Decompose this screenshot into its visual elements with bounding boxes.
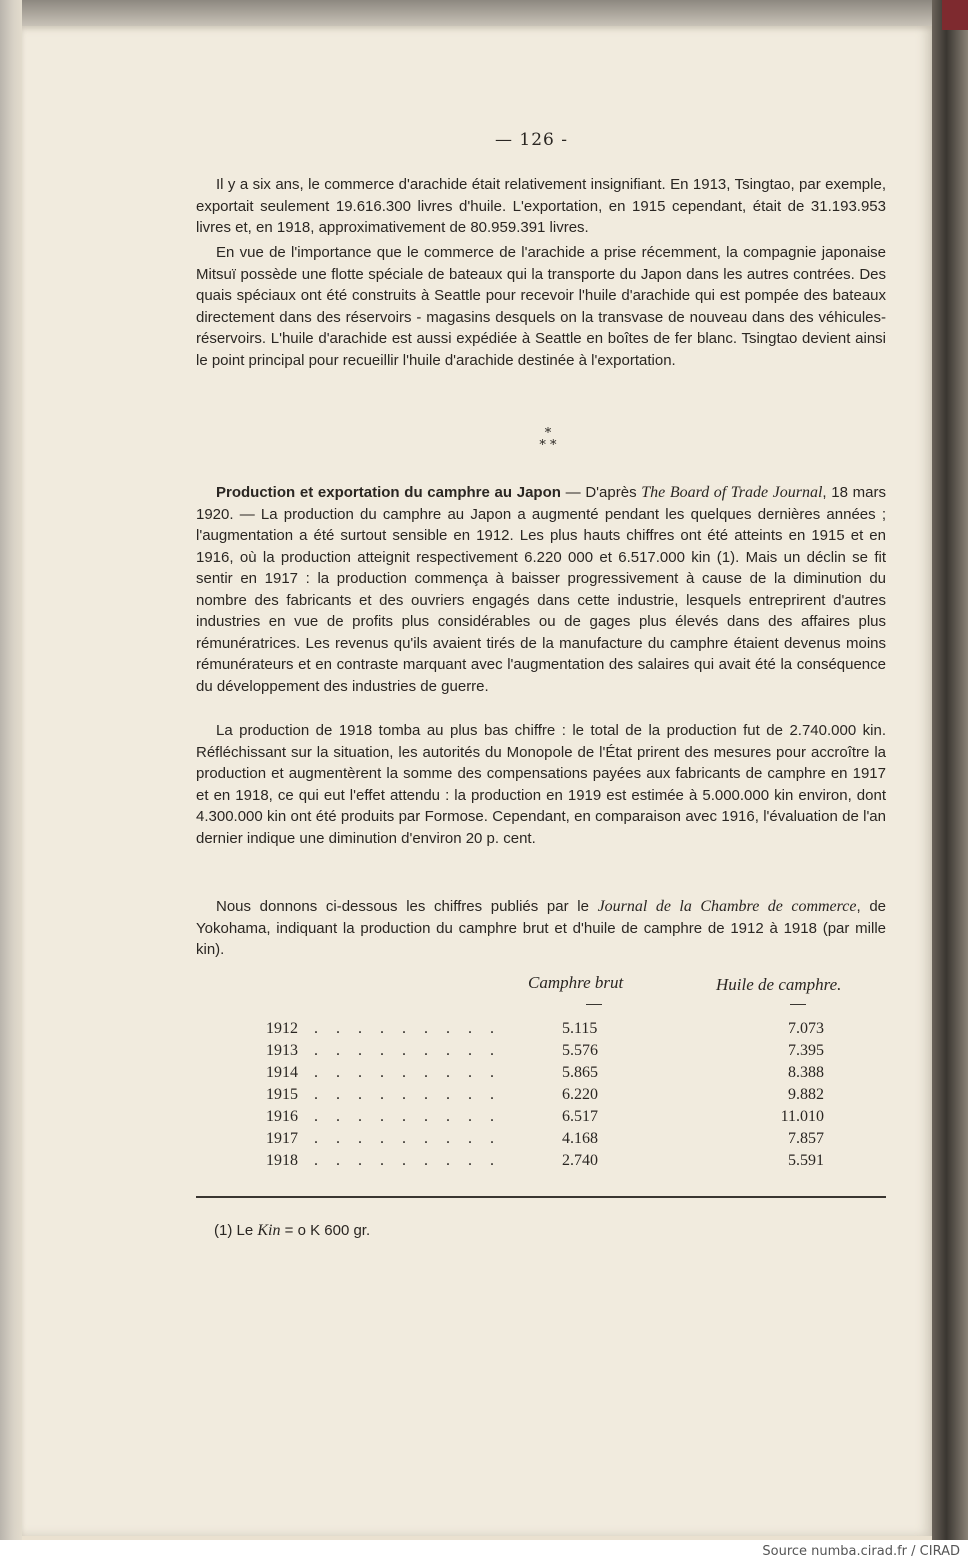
camphre-cell: 2.740 <box>562 1152 598 1169</box>
journal-name-2: Journal de la Chambre de commerce <box>597 898 857 915</box>
table-row <box>196 1106 886 1127</box>
book-edge-left <box>0 0 22 1540</box>
section-separator-stars <box>528 428 568 452</box>
paragraph-camphre-1 <box>196 482 886 697</box>
leader-dots: . . . . . . . . . <box>314 1086 501 1103</box>
table-row <box>196 1084 886 1105</box>
leader-dots: . . . . . . . . . <box>314 1020 501 1037</box>
top-shadow <box>22 0 932 26</box>
camphre-cell: 6.517 <box>562 1108 598 1125</box>
footnote-divider <box>196 1196 886 1198</box>
header-huile-camphre: Huile de camphre. <box>716 975 842 994</box>
year-cell: 1915 <box>266 1086 298 1103</box>
table-row <box>196 1150 886 1171</box>
table-row <box>196 1128 886 1149</box>
table-row <box>196 1062 886 1083</box>
huile-cell: 7.395 <box>788 1042 824 1059</box>
leader-dots: . . . . . . . . . <box>314 1042 501 1059</box>
footnote <box>214 1222 370 1240</box>
paragraph-arachide-1: Il y a six ans, le commerce d'arachide était relativement insignifiant. En 1913, Tsingtao, par exemple, exportait seulement 19.616.300 livres d'huile. L'exportation, en 1915 cependant, était de 31.193.953 livres et, en 1918, approximativement de 80.959.391 livres. <box>196 176 886 236</box>
year-cell: 1918 <box>266 1152 298 1169</box>
camphre-cell: 5.865 <box>562 1064 598 1081</box>
leader-dots: . . . . . . . . . <box>314 1130 501 1147</box>
table-row <box>196 1018 886 1039</box>
huile-cell: 7.073 <box>788 1020 824 1037</box>
star-top: * <box>544 426 552 441</box>
header-dash-2 <box>790 1004 806 1005</box>
paragraph-table-intro <box>196 896 886 961</box>
huile-cell: 5.591 <box>788 1152 824 1169</box>
year-cell: 1914 <box>266 1064 298 1081</box>
intro-part-a: Nous donnons ci-dessous les chiffres publiés par le <box>216 898 598 915</box>
footnote-part-b: = o K 600 gr. <box>280 1222 371 1239</box>
footnote-part-a: (1) Le <box>214 1222 258 1239</box>
star-bottom: * * <box>539 438 557 453</box>
page-number: — 126 - <box>495 130 568 150</box>
huile-cell: 9.882 <box>788 1086 824 1103</box>
paragraph-body: , 18 mars 1920. — La production du camphre au Japon a augmenté pendant les quelques dernières années ; l'augmentation a été surtout sensible en 1912. Les plus hauts chiffres ont été atteints en 1915 et en 1916, où la production atteignit respectivement 6.220 000 et 6.517.000 kin (1). Mais un déclin se fit sentir en 1917 : la production commença à baisser progressivement à cause de la diminution du nombre des fabricants et des ouvriers engagés dans cette industrie, lesquels entreprirent d'autres industries en vue de profits plus considérables ou de gages plus élevés dans des affaires plus rémunératrices. Les revenus qu'ils avaient tirés de la manufacture du camphre étaient devenus moins rémunérateurs et en contraste marquant avec l'augmentation des salaires qui avait été la conséquence du développement des industries de guerre. <box>196 484 886 695</box>
year-cell: 1917 <box>266 1130 298 1147</box>
huile-cell: 11.010 <box>780 1108 824 1125</box>
paragraph-camphre-2: La production de 1918 tomba au plus bas chiffre : le total de la production fut de 2.740.000 kin. Réfléchissant sur la situation, les autorités du Monopole de l'État prirent des mesures pour accroître la production et augmentèrent la somme des compensations payées aux fabricants de camphre en 1917 et en 1918, ce qui eut l'effet attendu : la production en 1919 est estimée à 5.000.000 kin environ, dont 4.300.000 kin ont été produits par Formose. Cependant, en comparaison avec 1916, l'évaluation de l'an dernier indique une diminution d'environ 20 p. cent. <box>196 722 886 847</box>
year-cell: 1913 <box>266 1042 298 1059</box>
camphre-cell: 4.168 <box>562 1130 598 1147</box>
ribbon-marker <box>942 0 968 30</box>
journal-name: The Board of Trade Journal <box>641 484 823 501</box>
huile-cell: 7.857 <box>788 1130 824 1147</box>
footnote-kin: Kin <box>257 1222 281 1239</box>
source-credit: Source numba.cirad.fr / CIRAD <box>762 1544 960 1559</box>
header-camphre-brut: Camphre brut <box>528 973 624 992</box>
leader-dots: . . . . . . . . . <box>314 1152 501 1169</box>
year-cell: 1916 <box>266 1108 298 1125</box>
book-edge-right <box>932 0 968 1540</box>
year-cell: 1912 <box>266 1020 298 1037</box>
leader-dots: . . . . . . . . . <box>314 1108 501 1125</box>
huile-cell: 8.388 <box>788 1064 824 1081</box>
header-dash-1 <box>586 1004 602 1005</box>
leader-dots: . . . . . . . . . <box>314 1064 501 1081</box>
camphre-cell: 5.576 <box>562 1042 598 1059</box>
table-row <box>196 1040 886 1061</box>
section-title: Production et exportation du camphre au Japon <box>216 484 561 501</box>
camphre-cell: 5.115 <box>562 1020 598 1037</box>
camphre-cell: 6.220 <box>562 1086 598 1103</box>
paragraph-lead: — D'après <box>560 484 642 501</box>
paragraph-arachide-2: En vue de l'importance que le commerce de l'arachide a prise récemment, la compagnie japonaise Mitsuï possède une flotte spéciale de bateaux qui la transporte du Japon dans les autres contrées. Des quais spéciaux ont été construits à Seattle pour recevoir l'huile d'arachide qui est pompée des bateaux directement dans des réservoirs - magasins desquels on la transvase de nouveau dans des véhicules-réservoirs. L'huile d'arachide est aussi expédiée à Seattle en boîtes de fer blanc. Tsingtao devient ainsi le point principal pour recueillir l'huile d'arachide destinée à l'exportation. <box>196 244 886 369</box>
intro-part-b: , de Yokohama, indiquant la production du camphre brut et d'huile de camphre de 1912 à 1918 (par mille kin). <box>196 898 886 958</box>
